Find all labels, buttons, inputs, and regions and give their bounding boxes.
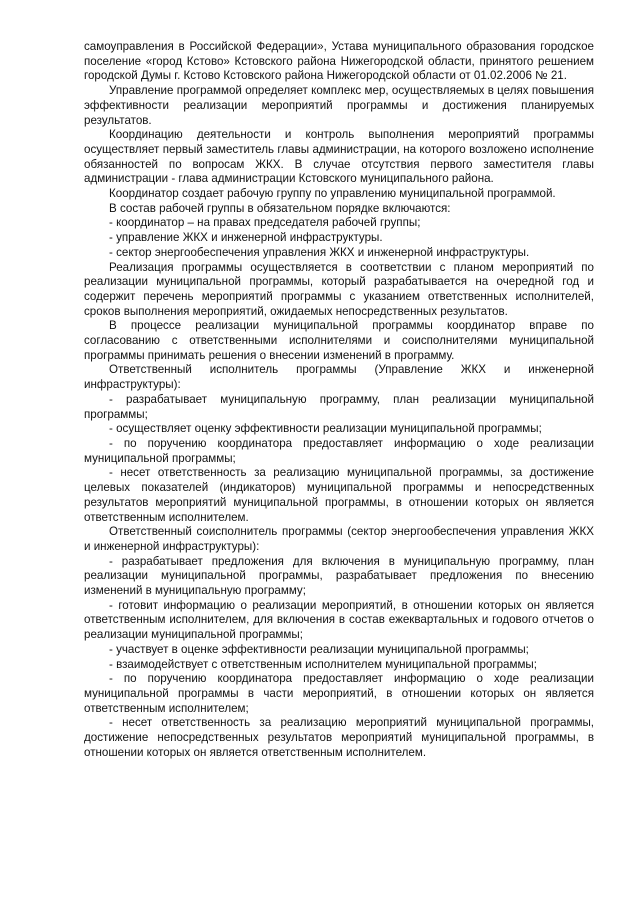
paragraph: - несет ответственность за реализацию муниципальной программы, за достижение целевых показателей (индикаторов) муниципальной программы и непосредственных результатов мероприятий муниципальной программы, в отношении которых он является ответственным исполнителем. (84, 466, 594, 524)
paragraph: - разрабатывает муниципальную программу, план реализации муниципальной программы; (84, 392, 594, 421)
document-page (84, 40, 594, 760)
paragraph: - разрабатывает предложения для включения в муниципальную программу, план реализации муниципальной программы, разрабатывает предложения по внесению изменений в муниципальную программу; (84, 554, 594, 598)
paragraph: Ответственный соисполнитель программы (сектор энергообеспечения управления ЖКХ и инженерной инфраструктуры): (84, 525, 594, 553)
paragraph: - участвует в оценке эффективности реализации муниципальной программы; (109, 642, 529, 656)
paragraph: Управление программой определяет комплекс мер, осуществляемых в целях повышения эффективности реализации мероприятий программы и достижения планируемых результатов. (84, 84, 594, 127)
paragraph: - сектор энергообеспечения управления ЖКХ и инженерной инфраструктуры. (109, 245, 530, 259)
paragraph: самоуправления в Российской Федерации», Устава муниципального образования городское поселение «город Кстово» Кстовского района Нижегородской области, принятого решением городской Думы г. Кстово Кстовского района Нижегородской области от 01.02.2006 № 21. (84, 40, 594, 83)
paragraph: В состав рабочей группы в обязательном порядке включаются: (109, 201, 451, 215)
paragraph: Координацию деятельности и контроль выполнения мероприятий программы осуществляет первый заместитель главы администрации, на которого возложено исполнение обязанностей по вопросам ЖКХ. В случае отсутствия первого заместителя главы администрации - глава администрации Кстовского муниципального района. (84, 128, 594, 186)
paragraph: Ответственный исполнитель программы (Управление ЖКХ и инженерной инфраструктуры): (84, 363, 594, 392)
paragraph: - осуществляет оценку эффективности реализации муниципальной программы; (109, 422, 542, 436)
paragraph: - готовит информацию о реализации мероприятий, в отношении которых он является ответственным исполнителем, для включения в состав ежеквартальных и годового отчетов о реализации муниципальной программы; (84, 598, 594, 642)
paragraph: - по поручению координатора предоставляет информацию о ходе реализации муниципальной программы в части мероприятий, в отношении которых он является ответственным исполнителем; (84, 672, 594, 715)
paragraph: Координатор создает рабочую группу по управлению муниципальной программой. (109, 187, 556, 201)
paragraph: - по поручению координатора предоставляет информацию о ходе реализации муниципальной программы; (84, 436, 594, 465)
paragraph: - несет ответственность за реализацию мероприятий муниципальной программы, достижение непосредственных результатов мероприятий муниципальной программы, в отношении которых он является ответственным исполнителем. (84, 716, 594, 759)
paragraph: Реализация программы осуществляется в соответствии с планом мероприятий по реализации муниципальной программы, который разрабатывается на очередной год и содержит перечень мероприятий программы с указанием ответственных исполнителей, сроков выполнения мероприятий, ожидаемых непосредственных результатов. (84, 260, 594, 318)
paragraph: В процессе реализации муниципальной программы координатор вправе по согласованию с ответственными исполнителями и соисполнителями муниципальной программы принимать решения о внесении изменений в программу. (84, 319, 594, 362)
paragraph: - управление ЖКХ и инженерной инфраструктуры. (109, 231, 383, 245)
paragraph: - взаимодействует с ответственным исполнителем муниципальной программы; (109, 657, 537, 671)
paragraph: - координатор – на правах председателя рабочей группы; (109, 216, 421, 230)
